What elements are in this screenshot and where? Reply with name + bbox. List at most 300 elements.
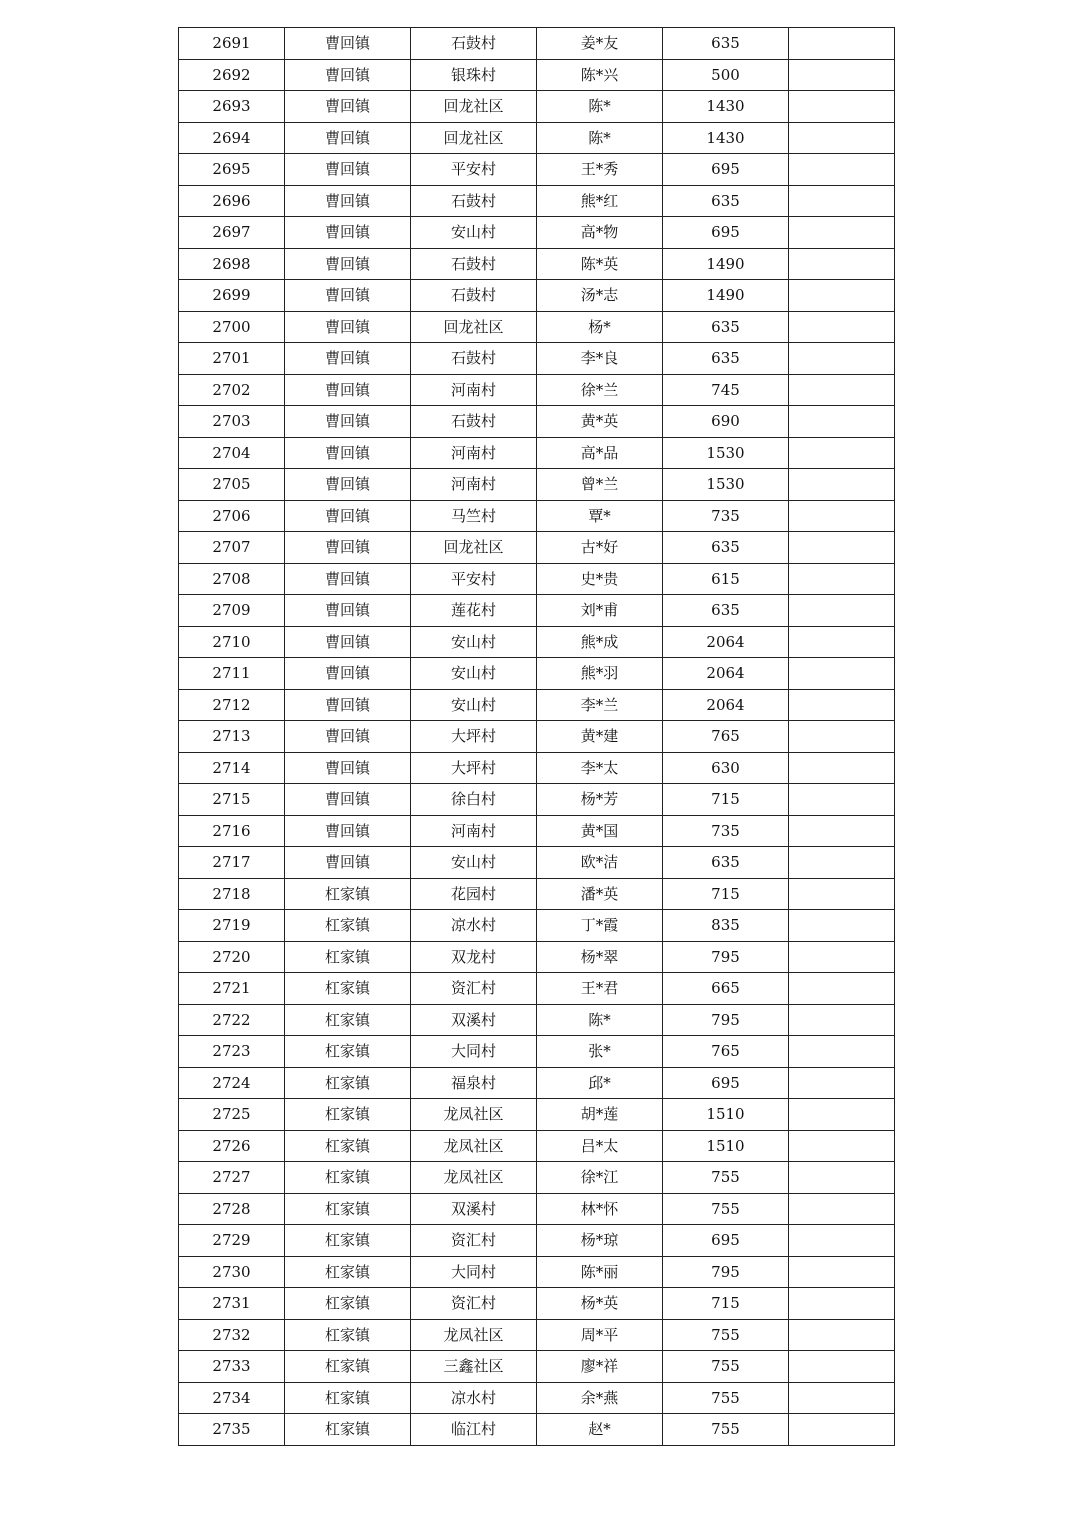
village-cell: 安山村 — [411, 847, 537, 879]
note-cell — [789, 500, 895, 532]
village-cell: 平安村 — [411, 154, 537, 186]
row-number-cell: 2730 — [179, 1256, 285, 1288]
amount-cell: 695 — [663, 217, 789, 249]
name-cell: 廖*祥 — [537, 1351, 663, 1383]
row-number-cell: 2724 — [179, 1067, 285, 1099]
amount-cell: 715 — [663, 784, 789, 816]
table-row — [179, 1162, 895, 1194]
row-number-cell: 2733 — [179, 1351, 285, 1383]
name-cell: 周*平 — [537, 1319, 663, 1351]
note-cell — [789, 59, 895, 91]
name-cell: 张* — [537, 1036, 663, 1068]
village-cell: 福泉村 — [411, 1067, 537, 1099]
note-cell — [789, 1256, 895, 1288]
town-cell: 杠家镇 — [285, 1319, 411, 1351]
note-cell — [789, 122, 895, 154]
table-row — [179, 595, 895, 627]
note-cell — [789, 185, 895, 217]
note-cell — [789, 311, 895, 343]
village-cell: 临江村 — [411, 1414, 537, 1446]
row-number-cell: 2718 — [179, 878, 285, 910]
table-row — [179, 941, 895, 973]
amount-cell: 755 — [663, 1351, 789, 1383]
table-row — [179, 91, 895, 123]
town-cell: 杠家镇 — [285, 1162, 411, 1194]
amount-cell: 755 — [663, 1319, 789, 1351]
amount-cell: 1430 — [663, 91, 789, 123]
name-cell: 熊*成 — [537, 626, 663, 658]
town-cell: 杠家镇 — [285, 1130, 411, 1162]
row-number-cell: 2719 — [179, 910, 285, 942]
name-cell: 赵* — [537, 1414, 663, 1446]
amount-cell: 735 — [663, 500, 789, 532]
amount-cell: 835 — [663, 910, 789, 942]
village-cell: 河南村 — [411, 437, 537, 469]
village-cell: 回龙社区 — [411, 311, 537, 343]
note-cell — [789, 878, 895, 910]
town-cell: 杠家镇 — [285, 941, 411, 973]
town-cell: 杠家镇 — [285, 1036, 411, 1068]
name-cell: 胡*莲 — [537, 1099, 663, 1131]
village-cell: 龙凤社区 — [411, 1319, 537, 1351]
name-cell: 杨* — [537, 311, 663, 343]
name-cell: 丁*霞 — [537, 910, 663, 942]
village-cell: 龙凤社区 — [411, 1162, 537, 1194]
row-number-cell: 2696 — [179, 185, 285, 217]
name-cell: 杨*翠 — [537, 941, 663, 973]
row-number-cell: 2713 — [179, 721, 285, 753]
name-cell: 姜*友 — [537, 28, 663, 60]
table-row — [179, 1099, 895, 1131]
village-cell: 三鑫社区 — [411, 1351, 537, 1383]
village-cell: 大坪村 — [411, 721, 537, 753]
table-row — [179, 1288, 895, 1320]
amount-cell: 500 — [663, 59, 789, 91]
town-cell: 曹回镇 — [285, 311, 411, 343]
row-number-cell: 2723 — [179, 1036, 285, 1068]
note-cell — [789, 1288, 895, 1320]
table-row — [179, 878, 895, 910]
name-cell: 史*贵 — [537, 563, 663, 595]
note-cell — [789, 1130, 895, 1162]
town-cell: 杠家镇 — [285, 1225, 411, 1257]
note-cell — [789, 658, 895, 690]
town-cell: 曹回镇 — [285, 437, 411, 469]
table-row — [179, 248, 895, 280]
name-cell: 杨*琼 — [537, 1225, 663, 1257]
note-cell — [789, 563, 895, 595]
note-cell — [789, 217, 895, 249]
row-number-cell: 2711 — [179, 658, 285, 690]
row-number-cell: 2704 — [179, 437, 285, 469]
row-number-cell: 2698 — [179, 248, 285, 280]
town-cell: 曹回镇 — [285, 374, 411, 406]
row-number-cell: 2692 — [179, 59, 285, 91]
village-cell: 徐白村 — [411, 784, 537, 816]
name-cell: 高*品 — [537, 437, 663, 469]
table-row — [179, 1351, 895, 1383]
data-table — [178, 27, 895, 1446]
village-cell: 安山村 — [411, 658, 537, 690]
amount-cell: 2064 — [663, 658, 789, 690]
amount-cell: 1430 — [663, 122, 789, 154]
amount-cell: 795 — [663, 1256, 789, 1288]
town-cell: 曹回镇 — [285, 595, 411, 627]
amount-cell: 755 — [663, 1162, 789, 1194]
village-cell: 河南村 — [411, 374, 537, 406]
row-number-cell: 2693 — [179, 91, 285, 123]
amount-cell: 1530 — [663, 437, 789, 469]
village-cell: 大同村 — [411, 1256, 537, 1288]
village-cell: 河南村 — [411, 469, 537, 501]
town-cell: 杠家镇 — [285, 878, 411, 910]
name-cell: 王*君 — [537, 973, 663, 1005]
town-cell: 曹回镇 — [285, 185, 411, 217]
note-cell — [789, 784, 895, 816]
amount-cell: 1490 — [663, 248, 789, 280]
name-cell: 陈* — [537, 122, 663, 154]
amount-cell: 735 — [663, 815, 789, 847]
name-cell: 欧*洁 — [537, 847, 663, 879]
note-cell — [789, 847, 895, 879]
town-cell: 曹回镇 — [285, 217, 411, 249]
village-cell: 石鼓村 — [411, 406, 537, 438]
village-cell: 河南村 — [411, 815, 537, 847]
row-number-cell: 2732 — [179, 1319, 285, 1351]
row-number-cell: 2728 — [179, 1193, 285, 1225]
table-row — [179, 154, 895, 186]
table-row — [179, 1319, 895, 1351]
town-cell: 杠家镇 — [285, 1288, 411, 1320]
town-cell: 杠家镇 — [285, 973, 411, 1005]
village-cell: 回龙社区 — [411, 122, 537, 154]
name-cell: 李*良 — [537, 343, 663, 375]
village-cell: 石鼓村 — [411, 280, 537, 312]
table-row — [179, 847, 895, 879]
note-cell — [789, 1319, 895, 1351]
amount-cell: 615 — [663, 563, 789, 595]
table-row — [179, 752, 895, 784]
note-cell — [789, 910, 895, 942]
town-cell: 杠家镇 — [285, 1004, 411, 1036]
village-cell: 平安村 — [411, 563, 537, 595]
village-cell: 双溪村 — [411, 1193, 537, 1225]
row-number-cell: 2707 — [179, 532, 285, 564]
table-row — [179, 1036, 895, 1068]
note-cell — [789, 1351, 895, 1383]
name-cell: 杨*芳 — [537, 784, 663, 816]
name-cell: 陈*英 — [537, 248, 663, 280]
village-cell: 莲花村 — [411, 595, 537, 627]
amount-cell: 765 — [663, 721, 789, 753]
table-row — [179, 217, 895, 249]
town-cell: 曹回镇 — [285, 563, 411, 595]
note-cell — [789, 689, 895, 721]
amount-cell: 795 — [663, 1004, 789, 1036]
name-cell: 徐*江 — [537, 1162, 663, 1194]
table-row — [179, 784, 895, 816]
town-cell: 杠家镇 — [285, 1256, 411, 1288]
table-row — [179, 689, 895, 721]
name-cell: 黄*建 — [537, 721, 663, 753]
town-cell: 曹回镇 — [285, 847, 411, 879]
note-cell — [789, 469, 895, 501]
row-number-cell: 2691 — [179, 28, 285, 60]
table-row — [179, 59, 895, 91]
row-number-cell: 2712 — [179, 689, 285, 721]
village-cell: 凉水村 — [411, 1382, 537, 1414]
town-cell: 曹回镇 — [285, 815, 411, 847]
table-row — [179, 1130, 895, 1162]
village-cell: 龙凤社区 — [411, 1099, 537, 1131]
table-row — [179, 374, 895, 406]
town-cell: 曹回镇 — [285, 784, 411, 816]
town-cell: 杠家镇 — [285, 1099, 411, 1131]
table-row — [179, 721, 895, 753]
amount-cell: 635 — [663, 847, 789, 879]
name-cell: 吕*太 — [537, 1130, 663, 1162]
table-row — [179, 563, 895, 595]
amount-cell: 755 — [663, 1382, 789, 1414]
note-cell — [789, 154, 895, 186]
row-number-cell: 2735 — [179, 1414, 285, 1446]
name-cell: 李*太 — [537, 752, 663, 784]
town-cell: 杠家镇 — [285, 1382, 411, 1414]
row-number-cell: 2703 — [179, 406, 285, 438]
note-cell — [789, 1225, 895, 1257]
note-cell — [789, 91, 895, 123]
name-cell: 刘*甫 — [537, 595, 663, 627]
village-cell: 银珠村 — [411, 59, 537, 91]
table-row — [179, 1414, 895, 1446]
note-cell — [789, 1382, 895, 1414]
table-row — [179, 343, 895, 375]
name-cell: 邱* — [537, 1067, 663, 1099]
row-number-cell: 2729 — [179, 1225, 285, 1257]
row-number-cell: 2720 — [179, 941, 285, 973]
amount-cell: 635 — [663, 343, 789, 375]
town-cell: 曹回镇 — [285, 248, 411, 280]
amount-cell: 690 — [663, 406, 789, 438]
row-number-cell: 2727 — [179, 1162, 285, 1194]
town-cell: 曹回镇 — [285, 91, 411, 123]
row-number-cell: 2722 — [179, 1004, 285, 1036]
note-cell — [789, 406, 895, 438]
village-cell: 资汇村 — [411, 1288, 537, 1320]
table-row — [179, 311, 895, 343]
name-cell: 王*秀 — [537, 154, 663, 186]
town-cell: 曹回镇 — [285, 406, 411, 438]
row-number-cell: 2714 — [179, 752, 285, 784]
table-row — [179, 437, 895, 469]
table-row — [179, 469, 895, 501]
name-cell: 陈*丽 — [537, 1256, 663, 1288]
amount-cell: 755 — [663, 1193, 789, 1225]
row-number-cell: 2702 — [179, 374, 285, 406]
village-cell: 安山村 — [411, 626, 537, 658]
town-cell: 曹回镇 — [285, 154, 411, 186]
town-cell: 杠家镇 — [285, 1067, 411, 1099]
note-cell — [789, 280, 895, 312]
town-cell: 曹回镇 — [285, 658, 411, 690]
town-cell: 曹回镇 — [285, 343, 411, 375]
name-cell: 熊*羽 — [537, 658, 663, 690]
village-cell: 回龙社区 — [411, 91, 537, 123]
name-cell: 陈* — [537, 91, 663, 123]
village-cell: 凉水村 — [411, 910, 537, 942]
town-cell: 曹回镇 — [285, 721, 411, 753]
name-cell: 余*燕 — [537, 1382, 663, 1414]
amount-cell: 635 — [663, 532, 789, 564]
row-number-cell: 2709 — [179, 595, 285, 627]
village-cell: 安山村 — [411, 217, 537, 249]
note-cell — [789, 248, 895, 280]
town-cell: 杠家镇 — [285, 910, 411, 942]
note-cell — [789, 1067, 895, 1099]
table-row — [179, 973, 895, 1005]
name-cell: 熊*红 — [537, 185, 663, 217]
row-number-cell: 2699 — [179, 280, 285, 312]
note-cell — [789, 374, 895, 406]
table-row — [179, 1256, 895, 1288]
town-cell: 曹回镇 — [285, 689, 411, 721]
note-cell — [789, 973, 895, 1005]
village-cell: 马竺村 — [411, 500, 537, 532]
town-cell: 曹回镇 — [285, 122, 411, 154]
row-number-cell: 2705 — [179, 469, 285, 501]
amount-cell: 2064 — [663, 626, 789, 658]
note-cell — [789, 532, 895, 564]
name-cell: 古*好 — [537, 532, 663, 564]
amount-cell: 695 — [663, 1067, 789, 1099]
row-number-cell: 2710 — [179, 626, 285, 658]
town-cell: 曹回镇 — [285, 469, 411, 501]
table-row — [179, 1225, 895, 1257]
name-cell: 黄*国 — [537, 815, 663, 847]
table-row — [179, 658, 895, 690]
village-cell: 大坪村 — [411, 752, 537, 784]
town-cell: 曹回镇 — [285, 280, 411, 312]
note-cell — [789, 1036, 895, 1068]
amount-cell: 745 — [663, 374, 789, 406]
row-number-cell: 2715 — [179, 784, 285, 816]
village-cell: 石鼓村 — [411, 343, 537, 375]
note-cell — [789, 1414, 895, 1446]
village-cell: 双溪村 — [411, 1004, 537, 1036]
village-cell: 安山村 — [411, 689, 537, 721]
table-row — [179, 122, 895, 154]
amount-cell: 755 — [663, 1414, 789, 1446]
amount-cell: 715 — [663, 1288, 789, 1320]
village-cell: 花园村 — [411, 878, 537, 910]
amount-cell: 715 — [663, 878, 789, 910]
village-cell: 石鼓村 — [411, 248, 537, 280]
name-cell: 杨*英 — [537, 1288, 663, 1320]
amount-cell: 765 — [663, 1036, 789, 1068]
name-cell: 陈*兴 — [537, 59, 663, 91]
table-row — [179, 1004, 895, 1036]
note-cell — [789, 437, 895, 469]
name-cell: 林*怀 — [537, 1193, 663, 1225]
amount-cell: 1510 — [663, 1099, 789, 1131]
village-cell: 资汇村 — [411, 973, 537, 1005]
table-row — [179, 532, 895, 564]
table-row — [179, 185, 895, 217]
table-row — [179, 815, 895, 847]
row-number-cell: 2695 — [179, 154, 285, 186]
name-cell: 覃* — [537, 500, 663, 532]
village-cell: 石鼓村 — [411, 28, 537, 60]
table-row — [179, 1382, 895, 1414]
town-cell: 曹回镇 — [285, 28, 411, 60]
amount-cell: 795 — [663, 941, 789, 973]
village-cell: 回龙社区 — [411, 532, 537, 564]
table-row — [179, 500, 895, 532]
note-cell — [789, 1162, 895, 1194]
row-number-cell: 2726 — [179, 1130, 285, 1162]
village-cell: 双龙村 — [411, 941, 537, 973]
note-cell — [789, 343, 895, 375]
amount-cell: 695 — [663, 1225, 789, 1257]
amount-cell: 630 — [663, 752, 789, 784]
note-cell — [789, 721, 895, 753]
town-cell: 曹回镇 — [285, 532, 411, 564]
table-row — [179, 910, 895, 942]
row-number-cell: 2706 — [179, 500, 285, 532]
table-row — [179, 406, 895, 438]
note-cell — [789, 1193, 895, 1225]
table-row — [179, 1067, 895, 1099]
row-number-cell: 2725 — [179, 1099, 285, 1131]
town-cell: 曹回镇 — [285, 500, 411, 532]
name-cell: 黄*英 — [537, 406, 663, 438]
row-number-cell: 2716 — [179, 815, 285, 847]
amount-cell: 635 — [663, 595, 789, 627]
town-cell: 曹回镇 — [285, 752, 411, 784]
village-cell: 大同村 — [411, 1036, 537, 1068]
town-cell: 曹回镇 — [285, 59, 411, 91]
town-cell: 杠家镇 — [285, 1414, 411, 1446]
name-cell: 高*物 — [537, 217, 663, 249]
town-cell: 曹回镇 — [285, 626, 411, 658]
note-cell — [789, 941, 895, 973]
row-number-cell: 2697 — [179, 217, 285, 249]
row-number-cell: 2708 — [179, 563, 285, 595]
note-cell — [789, 815, 895, 847]
name-cell: 汤*志 — [537, 280, 663, 312]
name-cell: 徐*兰 — [537, 374, 663, 406]
note-cell — [789, 28, 895, 60]
row-number-cell: 2734 — [179, 1382, 285, 1414]
amount-cell: 635 — [663, 28, 789, 60]
table-row — [179, 28, 895, 60]
name-cell: 陈* — [537, 1004, 663, 1036]
village-cell: 石鼓村 — [411, 185, 537, 217]
row-number-cell: 2694 — [179, 122, 285, 154]
table-row — [179, 1193, 895, 1225]
amount-cell: 1530 — [663, 469, 789, 501]
note-cell — [789, 1004, 895, 1036]
row-number-cell: 2721 — [179, 973, 285, 1005]
town-cell: 杠家镇 — [285, 1193, 411, 1225]
amount-cell: 635 — [663, 311, 789, 343]
village-cell: 资汇村 — [411, 1225, 537, 1257]
table-row — [179, 280, 895, 312]
amount-cell: 1510 — [663, 1130, 789, 1162]
table-row — [179, 626, 895, 658]
note-cell — [789, 595, 895, 627]
amount-cell: 1490 — [663, 280, 789, 312]
